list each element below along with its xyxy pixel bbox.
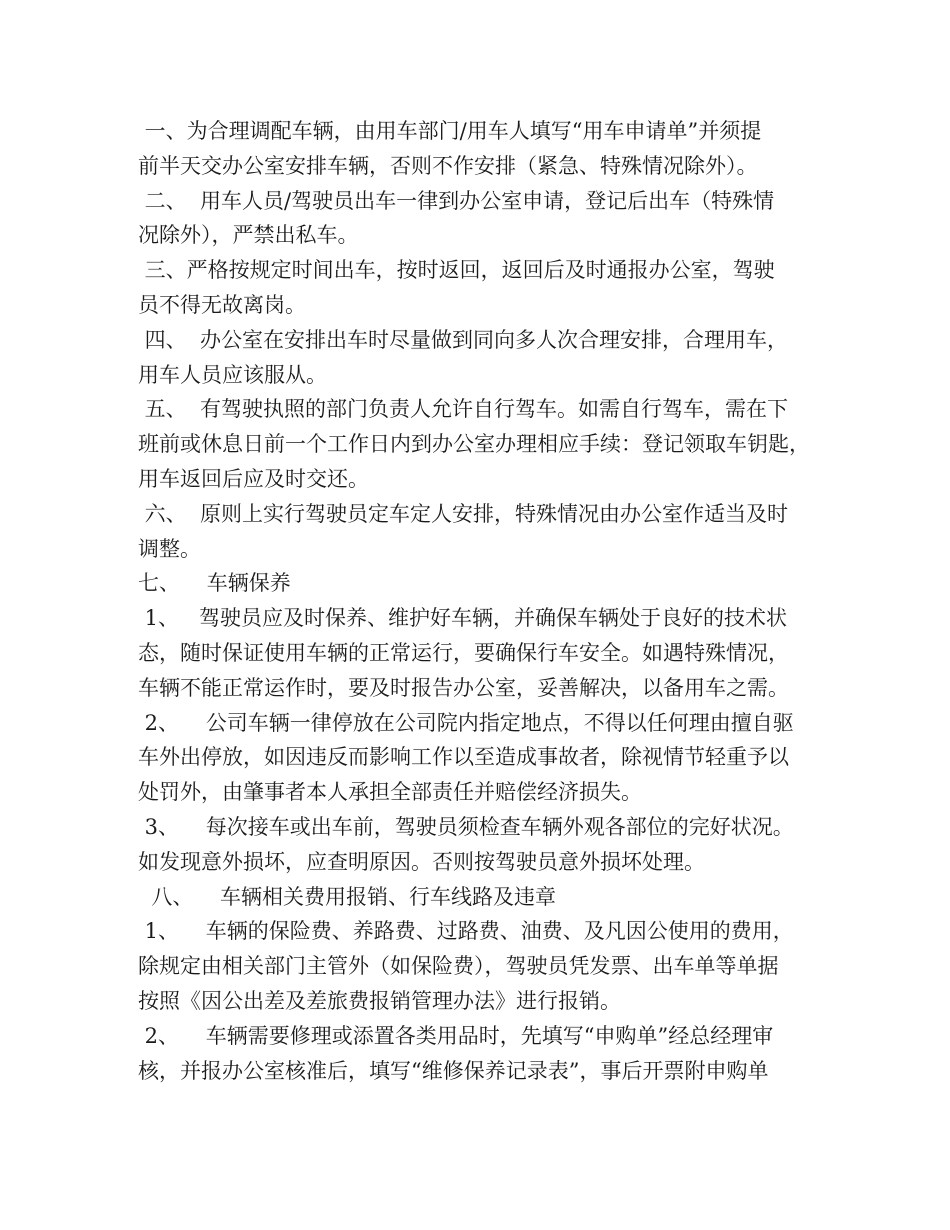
text-line: 三、严格按规定时间出车，按时返回，返回后及时通报办公室，驾驶: [138, 258, 775, 283]
text-line: 员不得无故离岗。: [138, 292, 306, 317]
text-line: 五、 有驾驶执照的部门负责人允许自行驾车。如需自行驾车，需在下: [138, 397, 789, 422]
text-line: 一、为合理调配车辆，由用车部门/用车人填写“用车申请单”并须提: [138, 119, 762, 143]
text-line: 2、 公司车辆一律停放在公司院内指定地点，不得以任何理由擅自驱: [138, 710, 794, 735]
text-line: 车外出停放，如因违反而影响工作以至造成事故者，除视情节轻重予以: [138, 745, 789, 770]
text-line: 况除外），严禁出私车。: [138, 223, 359, 248]
text-line: 调整。: [138, 536, 201, 561]
text-line: 用车返回后应及时交还。: [138, 466, 369, 491]
text-line: 四、 办公室在安排出车时尽量做到同向多人次合理安排，合理用车，: [138, 327, 789, 352]
text-line: 如发现意外损坏，应查明原因。否则按驾驶员意外损坏处理。: [138, 849, 705, 874]
text-line: 前半天交办公室安排车辆，否则不作安排（紧急、特殊情况除外）。: [138, 153, 758, 178]
text-line: 1、 车辆的保险费、养路费、过路费、油费、及凡因公使用的费用，: [138, 919, 794, 944]
text-line: 班前或休息日前一个工作日内到办公室办理相应手续：登记领取车钥匙，: [138, 432, 810, 457]
text-line: 按照《因公出差及差旅费报销管理办法》进行报销。: [138, 988, 621, 1013]
text-line: 用车人员应该服从。: [138, 362, 327, 387]
section-heading: 七、 车辆保养: [138, 571, 291, 596]
text-line: 除规定由相关部门主管外（如保险费），驾驶员凭发票、出车单等单据: [138, 954, 779, 979]
document-body: [138, 114, 828, 1088]
text-line: 态，随时保证使用车辆的正常运行，要确保行车安全。如遇特殊情况，: [138, 640, 789, 665]
text-line: 核，并报办公室核准后，填写“维修保养记录表”，事后开票附申购单: [138, 1058, 769, 1083]
text-line: 六、 原则上实行驾驶员定车定人安排，特殊情况由办公室作适当及时: [138, 501, 789, 526]
section-heading: 八、 车辆相关费用报销、行车线路及违章: [138, 884, 557, 909]
text-line: 2、 车辆需要修理或添置各类用品时，先填写“申购单”经总经理审: [138, 1023, 774, 1048]
text-line: 处罚外，由肇事者本人承担全部责任并赔偿经济损失。: [138, 780, 642, 805]
text-line: 3、 每次接车或出车前，驾驶员须检查车辆外观各部位的完好状况。: [138, 814, 794, 839]
text-line: 二、 用车人员/驾驶员出车一律到办公室申请，登记后出车（特殊情: [138, 188, 775, 213]
text-line: 1、 驾驶员应及时保养、维护好车辆，并确保车辆处于良好的技术状: [138, 606, 788, 631]
text-line: 车辆不能正常运作时，要及时报告办公室，妥善解决，以备用车之需。: [138, 675, 789, 700]
